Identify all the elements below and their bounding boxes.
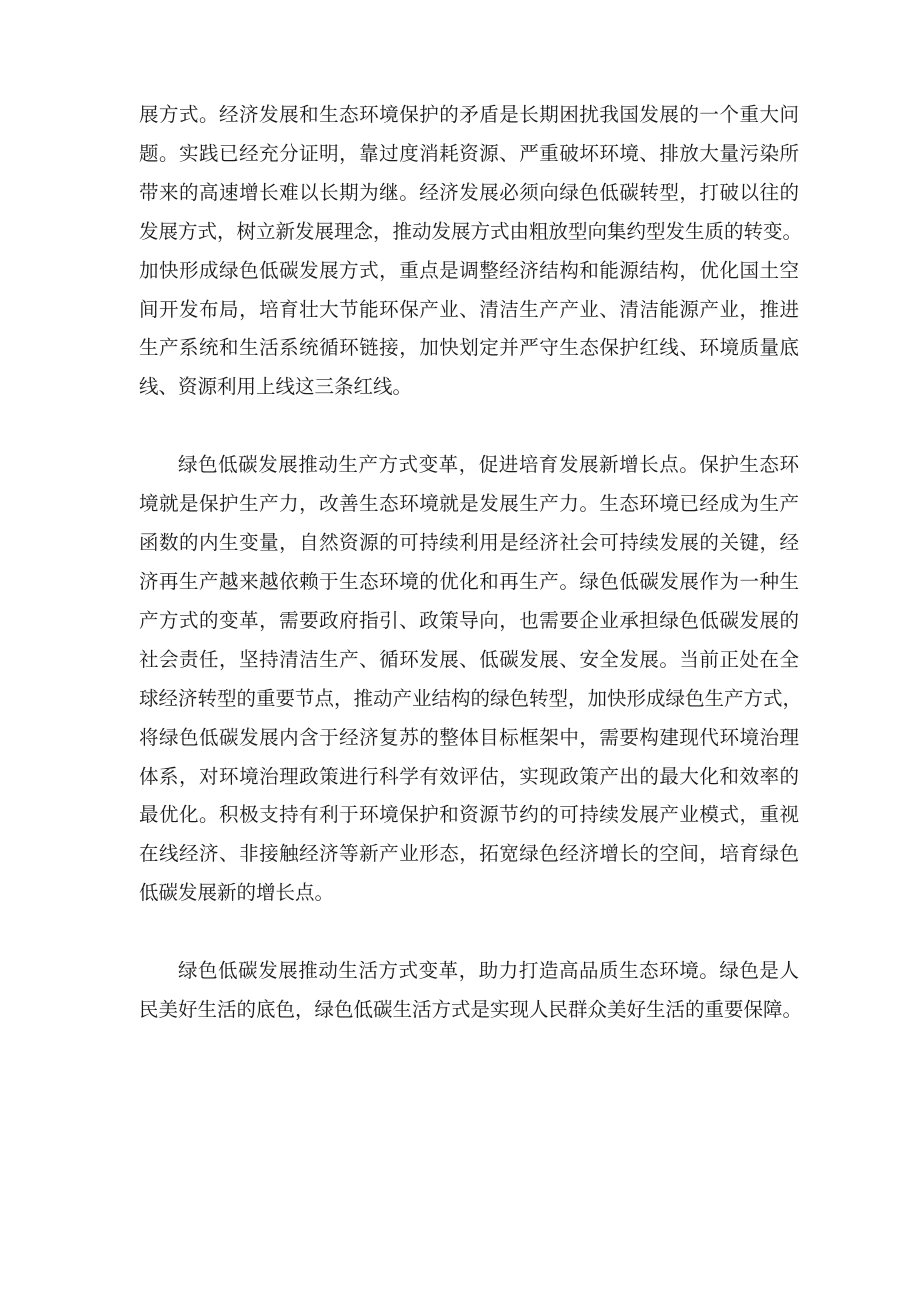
paragraph-line: 发展方式，树立新发展理念，推动发展方式由粗放型向集约型发生质的转变。 [139, 219, 803, 243]
paragraph-line: 绿色低碳发展推动生产方式变革，促进培育发展新增长点。保护生态环 [178, 453, 799, 477]
paragraph-line: 展方式。经济发展和生态环境保护的矛盾是长期困扰我国发展的一个重大问 [139, 103, 799, 126]
paragraph-line: 民美好生活的底色，绿色低碳生活方式是实现人民群众美好生活的重要保障。 [139, 998, 803, 1022]
paragraph-line: 体系，对环境治理政策进行科学有效评估，实现政策产出的最大化和效率的 [139, 764, 799, 788]
paragraph-line: 球经济转型的重要节点，推动产业结构的绿色转型，加快形成绿色生产方式， [139, 686, 803, 710]
paragraph-line: 绿色低碳发展推动生活方式变革，助力打造高品质生态环境。绿色是人 [178, 959, 799, 983]
paragraph-line: 间开发布局，培育壮大节能环保产业、清洁生产产业、清洁能源产业，推进 [139, 297, 799, 321]
paragraph-line: 将绿色低碳发展内含于经济复苏的整体目标框架中，需要构建现代环境治理 [139, 725, 799, 749]
paragraph-line: 带来的高速增长难以长期为继。经济发展必须向绿色低碳转型，打破以往的 [139, 180, 799, 204]
paragraph-3 [139, 952, 803, 1030]
paragraph-line: 函数的内生变量，自然资源的可持续利用是经济社会可持续发展的关键，经 [139, 531, 799, 555]
paragraph-line: 低碳发展新的增长点。 [139, 881, 335, 905]
paragraph-line: 线、资源利用上线这三条红线。 [139, 375, 413, 399]
body-text [139, 96, 803, 1030]
paragraph-line: 最优化。积极支持有利于环境保护和资源节约的可持续发展产业模式，重视 [139, 803, 799, 827]
paragraph-gap [139, 407, 799, 446]
paragraph-1 [139, 96, 803, 407]
paragraph-line: 加快形成绿色低碳发展方式，重点是调整经济结构和能源结构，优化国土空 [139, 258, 799, 282]
paragraph-line: 题。实践已经充分证明，靠过度消耗资源、严重破坏环境、排放大量污染所 [139, 141, 799, 165]
paragraph-line: 境就是保护生产力，改善生态环境就是发展生产力。生态环境已经成为生产 [139, 492, 799, 516]
paragraph-line: 生产系统和生活系统循环链接，加快划定并严守生态保护红线、环境质量底 [139, 336, 799, 360]
paragraph-line: 产方式的变革，需要政府指引、政策导向，也需要企业承担绿色低碳发展的 [139, 608, 799, 632]
paragraph-2 [139, 446, 803, 913]
paragraph-line: 济再生产越来越依赖于生态环境的优化和再生产。绿色低碳发展作为一种生 [139, 569, 799, 593]
paragraph-gap [139, 913, 799, 952]
paragraph-line: 在线经济、非接触经济等新产业形态，拓宽绿色经济增长的空间，培育绿色 [139, 842, 799, 866]
paragraph-line: 社会责任，坚持清洁生产、循环发展、低碳发展、安全发展。当前正处在全 [139, 647, 799, 671]
